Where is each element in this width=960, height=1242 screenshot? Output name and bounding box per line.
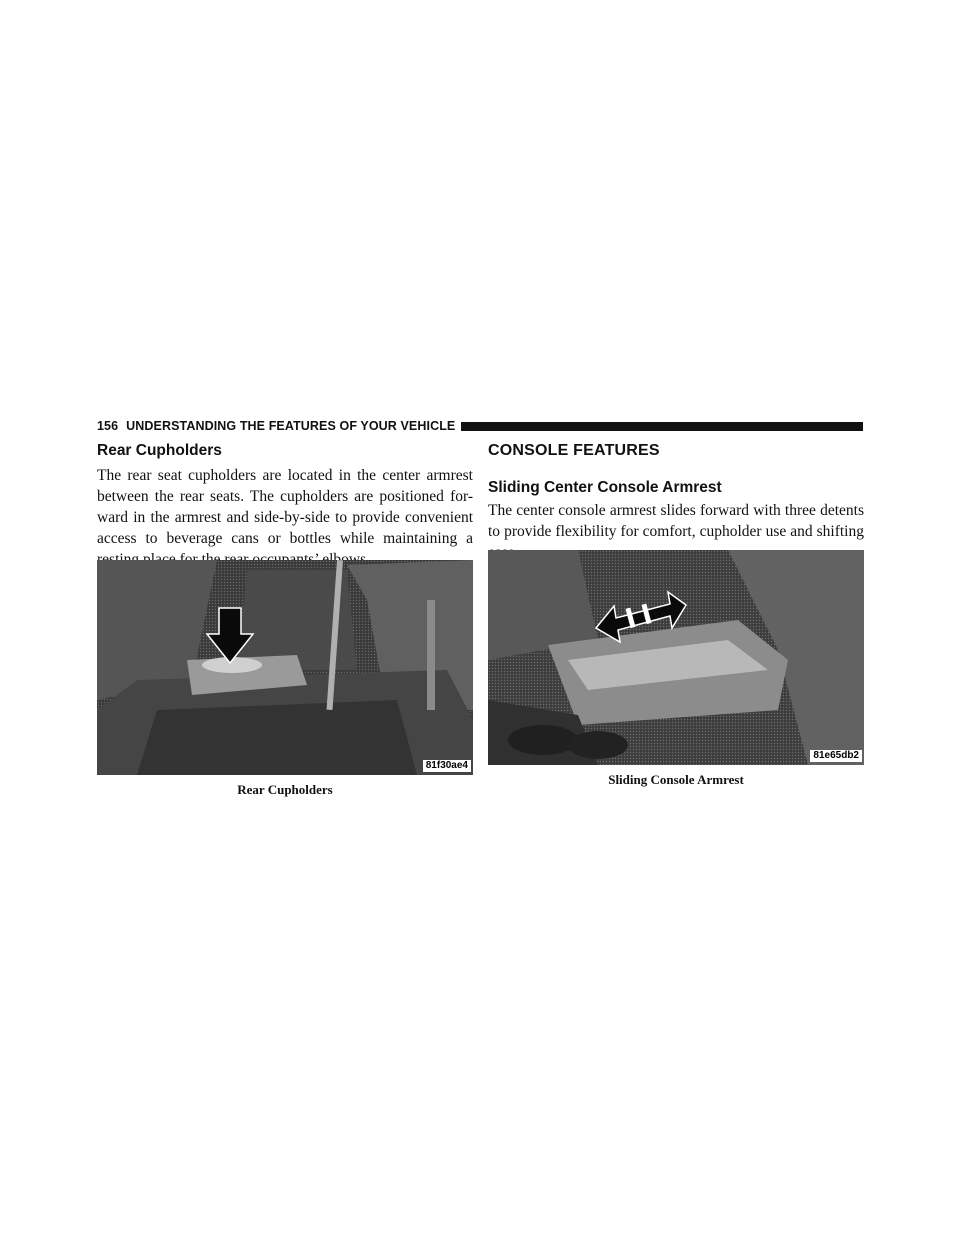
rear-cupholders-paragraph: The rear seat cupholders are located in the center armrest between the rear seats. The cupholders are positioned for-ward in the armrest and side-by-side to provide convenient access to beverage cans or bottles while maintaining a: [97, 467, 473, 547]
rear-seat-illustration: [97, 560, 473, 775]
page-header: [97, 419, 863, 433]
figure-id-label: 81e65db2: [810, 750, 862, 762]
sliding-armrest-caption: Sliding Console Armrest: [608, 772, 744, 787]
running-title: UNDERSTANDING THE FEATURES OF YOUR VEHICLE: [126, 419, 456, 433]
rear-cupholders-caption: Rear Cupholders: [237, 782, 333, 797]
console-armrest-illustration: [488, 550, 864, 765]
sliding-armrest-image: [488, 550, 864, 765]
left-column: [97, 442, 473, 570]
rear-cupholders-heading: Rear Cupholders: [97, 442, 222, 459]
sliding-armrest-paragraph: The center console armrest slides forward with three detents to provide flexibility for comfort, cupholder use and shifting: [488, 502, 864, 540]
console-features-heading: CONSOLE FEATURES: [488, 442, 660, 459]
page-number: 156: [97, 419, 119, 433]
sliding-armrest-heading: Sliding Center Console Armrest: [488, 479, 722, 496]
figure-id-label: 81f30ae4: [423, 760, 471, 772]
rear-cupholders-image: [97, 560, 473, 775]
right-column: [488, 442, 864, 563]
header-rule: [461, 422, 863, 431]
